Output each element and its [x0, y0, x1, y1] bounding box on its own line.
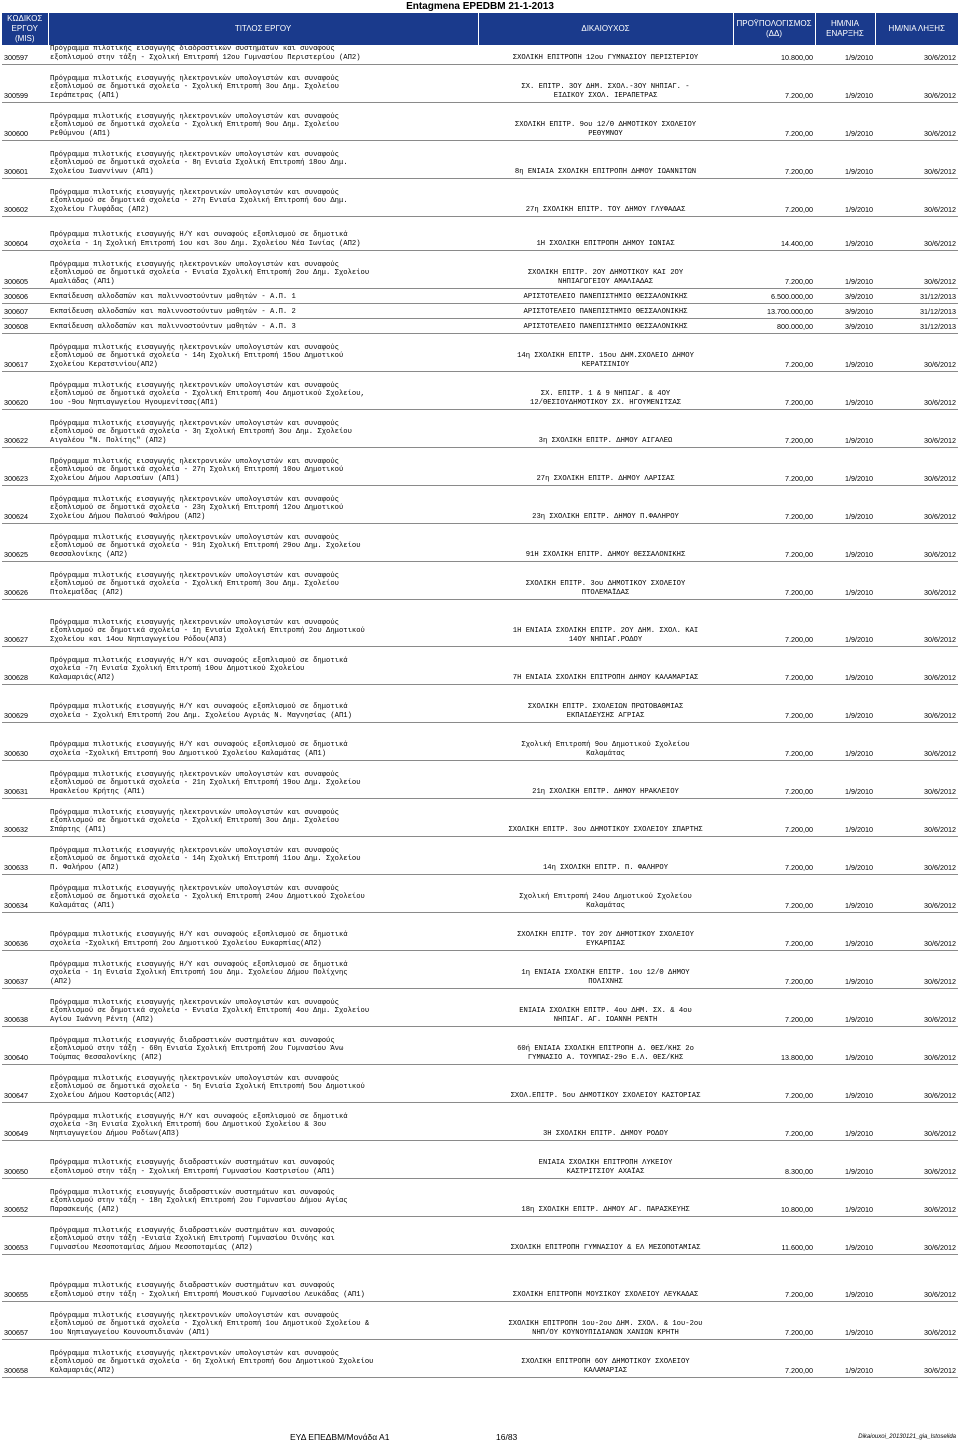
row-budget: 7.200,00 — [733, 1254, 815, 1301]
table-row — [2, 371, 958, 409]
table-row — [2, 303, 958, 318]
header-end-date: ΗΜ/ΝΙΑ ΛΗΞΗΣ — [875, 13, 958, 45]
table-row — [2, 523, 958, 561]
row-code: 300632 — [2, 798, 48, 836]
row-beneficiary: ΕΝΙΑΙΑ ΣΧΟΛΙΚΗ ΕΠΙΤΡ. 4ου ΔΗΜ. ΣΧ. & 4ου ΝΗΠΙΑΓ. ΑΓ. ΙΩΑΝΝΗ ΡΕΝΤΗ — [478, 988, 733, 1026]
row-code: 300597 — [2, 45, 48, 64]
table-row — [2, 447, 958, 485]
row-title: Πρόγραμμα πιλοτικής εισαγωγής Η/Υ και συναφούς εξοπλισμού σε δημοτικά σχολεία -Σχολική Επιτροπή 9ου Δημοτικού Σχολείου Καλαμάτας (ΑΠ1) — [48, 722, 478, 760]
row-code: 300652 — [2, 1178, 48, 1216]
row-title: Πρόγραμμα πιλοτικής εισαγωγής ηλεκτρονικών υπολογιστών και συναφούς εξοπλισμού σε δημοτικά σχολεία - Ενιαία Σχολική Επιτροπή 2ου Δημ. Σχολείου Αμαλιάδας (ΑΠ1) — [48, 250, 478, 288]
row-title: Πρόγραμμα πιλοτικής εισαγωγής ηλεκτρονικών υπολογιστών και συναφούς εξοπλισμού σε δημοτικά σχολεία - 8η Ενιαία Σχολική Επιτροπή 18ου Δημ. Σχολείου Ιωαννίνων (ΑΠ1) — [48, 140, 478, 178]
row-title: Εκπαίδευση αλλοδαπών και παλιννοστούντων μαθητών - Α.Π. 2 — [48, 303, 478, 318]
table-row — [2, 950, 958, 988]
row-title: Πρόγραμμα πιλοτικής εισαγωγής ηλεκτρονικών υπολογιστών και συναφούς εξοπλισμού σε δημοτικά σχολεία - 14η Σχολική Επιτροπή 11ου Δημ. Σχολείου Π. Φαλήρου (ΑΠ2) — [48, 836, 478, 874]
row-code: 300604 — [2, 216, 48, 250]
row-code: 300657 — [2, 1301, 48, 1339]
row-code: 300633 — [2, 836, 48, 874]
row-title: Πρόγραμμα πιλοτικής εισαγωγής ηλεκτρονικών υπολογιστών και συναφούς εξοπλισμού σε δημοτικά σχολεία - Σχολική Επιτροπή 9ου Δημ. Σχολείου Ρεθύμνου (ΑΠ1) — [48, 102, 478, 140]
table-row — [2, 64, 958, 102]
row-end-date: 30/6/2012 — [875, 1178, 958, 1216]
row-start-date: 1/9/2010 — [815, 1140, 875, 1178]
header-beneficiary: ΔΙΚΑΙΟΥΧΟΣ — [478, 13, 733, 45]
row-start-date: 1/9/2010 — [815, 523, 875, 561]
footer-filename: Dikaiouxoi_20130121_gia_Istoselida — [858, 1434, 956, 1440]
row-end-date: 30/6/2012 — [875, 333, 958, 371]
row-budget: 7.200,00 — [733, 140, 815, 178]
row-beneficiary: ΣΧΟΛΙΚΗ ΕΠΙΤΡ. 9ου 12/Θ ΔΗΜΟΤΙΚΟΥ ΣΧΟΛΕΙΟΥ ΡΕΘΥΜΝΟΥ — [478, 102, 733, 140]
table-row — [2, 178, 958, 216]
table-row — [2, 140, 958, 178]
row-code: 300640 — [2, 1026, 48, 1064]
row-beneficiary: 3Η ΣΧΟΛΙΚΗ ΕΠΙΤΡ. ΔΗΜΟΥ ΡΟΔΟΥ — [478, 1102, 733, 1140]
row-budget: 11.600,00 — [733, 1216, 815, 1254]
row-beneficiary: 91Η ΣΧΟΛΙΚΗ ΕΠΙΤΡ. ΔΗΜΟΥ ΘΕΣΣΑΛΟΝΙΚΗΣ — [478, 523, 733, 561]
row-end-date: 30/6/2012 — [875, 447, 958, 485]
row-budget: 7.200,00 — [733, 874, 815, 912]
row-end-date: 30/6/2012 — [875, 102, 958, 140]
row-code: 300637 — [2, 950, 48, 988]
row-title: Πρόγραμμα πιλοτικής εισαγωγής ηλεκτρονικών υπολογιστών και συναφούς εξοπλισμού σε δημοτικά σχολεία - Σχολική Επιτροπή 1ου Δημοτικού Σχολείου & 1ου Νηπιαγωγείου Κουνουπιδιανών (ΑΠ1) — [48, 1301, 478, 1339]
table-row — [2, 1140, 958, 1178]
row-title: Πρόγραμμα πιλοτικής εισαγωγής Η/Υ και συναφούς εξοπλισμού σε δημοτικά σχολεία -7η Ενιαία Σχολική Επιτροπή 10ου Δημοτικού Σχολείου Καλαμαριάς(ΑΠ2) — [48, 646, 478, 684]
row-start-date: 1/9/2010 — [815, 1301, 875, 1339]
row-start-date: 1/9/2010 — [815, 64, 875, 102]
row-budget: 7.200,00 — [733, 333, 815, 371]
row-budget: 13.700.000,00 — [733, 303, 815, 318]
row-start-date: 1/9/2010 — [815, 216, 875, 250]
row-end-date: 30/6/2012 — [875, 798, 958, 836]
table-row — [2, 485, 958, 523]
row-start-date: 1/9/2010 — [815, 250, 875, 288]
row-end-date: 30/6/2012 — [875, 950, 958, 988]
row-code: 300601 — [2, 140, 48, 178]
row-code: 300599 — [2, 64, 48, 102]
row-start-date: 1/9/2010 — [815, 102, 875, 140]
row-code: 300629 — [2, 684, 48, 722]
row-beneficiary: ΣΧ. ΕΠΙΤΡ. 1 & 9 ΝΗΠΙΑΓ. & 4ΟΥ 12/ΘΕΣΙΟΥΔΗΜΟΤΙΚΟΥ ΣΧ. ΗΓΟΥΜΕΝΙΤΣΑΣ — [478, 371, 733, 409]
row-start-date: 1/9/2010 — [815, 1102, 875, 1140]
row-end-date: 30/6/2012 — [875, 1301, 958, 1339]
row-title: Πρόγραμμα πιλοτικής εισαγωγής ηλεκτρονικών υπολογιστών και συναφούς εξοπλισμού σε δημοτικά σχολεία - Σχολική Επιτροπή 4ου Δημοτικού Σχολείου, 1ου -9ου Νηπιαγωγείου Ηγουμενίτσας(ΑΠ1) — [48, 371, 478, 409]
row-start-date: 1/9/2010 — [815, 1178, 875, 1216]
row-code: 300606 — [2, 288, 48, 303]
row-code: 300638 — [2, 988, 48, 1026]
row-title: Πρόγραμμα πιλοτικής εισαγωγής ηλεκτρονικών υπολογιστών και συναφούς εξοπλισμού σε δημοτικά σχολεία - 91η Σχολική Επιτροπή 29ου Δημ. Σχολείου Θεσσαλονίκης (ΑΠ2) — [48, 523, 478, 561]
row-code: 300634 — [2, 874, 48, 912]
table-row — [2, 288, 958, 303]
row-beneficiary: ΣΧΟΛΙΚΗ ΕΠΙΤΡΟΠΗ ΜΟΥΣΙΚΟΥ ΣΧΟΛΕΙΟΥ ΛΕΥΚΑΔΑΣ — [478, 1254, 733, 1301]
row-beneficiary: 14η ΣΧΟΛΙΚΗ ΕΠΙΤΡ. Π. ΦΑΛΗΡΟΥ — [478, 836, 733, 874]
row-end-date: 30/6/2012 — [875, 1339, 958, 1377]
row-code: 300608 — [2, 318, 48, 333]
row-code: 300631 — [2, 760, 48, 798]
row-end-date: 30/6/2012 — [875, 722, 958, 760]
row-budget: 7.200,00 — [733, 64, 815, 102]
row-budget: 10.800,00 — [733, 45, 815, 64]
row-end-date: 30/6/2012 — [875, 1254, 958, 1301]
row-start-date: 1/9/2010 — [815, 760, 875, 798]
table-row — [2, 988, 958, 1026]
row-start-date: 1/9/2010 — [815, 950, 875, 988]
row-start-date: 1/9/2010 — [815, 836, 875, 874]
table-row — [2, 409, 958, 447]
table-row — [2, 45, 958, 64]
row-code: 300650 — [2, 1140, 48, 1178]
table-row — [2, 102, 958, 140]
row-title: Πρόγραμμα πιλοτικής εισαγωγής ηλεκτρονικών υπολογιστών και συναφούς εξοπλισμού σε δημοτικά σχολεία - 27η Ενιαία Σχολική Επιτροπή 6ου Δημ. Σχολείου Γλυφάδας (ΑΠ2) — [48, 178, 478, 216]
row-beneficiary: ΣΧΟΛΙΚΗ ΕΠΙΤΡΟΠΗ 6ΟΥ ΔΗΜΟΤΙΚΟΥ ΣΧΟΛΕΙΟΥ ΚΑΛΑΜΑΡΙΑΣ — [478, 1339, 733, 1377]
row-code: 300600 — [2, 102, 48, 140]
row-beneficiary: ΣΧΟΛΙΚΗ ΕΠΙΤΡ. 2ΟΥ ΔΗΜΟΤΙΚΟΥ ΚΑΙ 2ΟΥ ΝΗΠΙΑΓΩΓΕΙΟΥ ΑΜΑΛΙΑΔΑΣ — [478, 250, 733, 288]
row-beneficiary: Σχολική Επιτροπή 9ου Δημοτικού Σχολείου Καλαμάτας — [478, 722, 733, 760]
row-title: Πρόγραμμα πιλοτικής εισαγωγής ηλεκτρονικών υπολογιστών και συναφούς εξοπλισμού σε δημοτικά σχολεία - Ενιαία Σχολική Επιτροπή 4ου Δημ. Σχολείου Αγίου Ιωάννη Ρέντη (ΑΠ2) — [48, 988, 478, 1026]
row-title: Πρόγραμμα πιλοτικής εισαγωγής Η/Υ και συναφούς εξοπλισμού σε δημοτικά σχολεία - 1η Ενιαία Σχολική Επιτροπή 1ου Δημ. Σχολείου Δήμου Πολίχνης (ΑΠ2) — [48, 950, 478, 988]
row-budget: 14.400,00 — [733, 216, 815, 250]
table-row — [2, 561, 958, 599]
table-row — [2, 912, 958, 950]
row-end-date: 31/12/2013 — [875, 288, 958, 303]
row-start-date: 1/9/2010 — [815, 371, 875, 409]
row-budget: 7.200,00 — [733, 371, 815, 409]
row-end-date: 30/6/2012 — [875, 1026, 958, 1064]
projects-table — [2, 13, 958, 1378]
table-row — [2, 760, 958, 798]
row-beneficiary: 1Η ΕΝΙΑΙΑ ΣΧΟΛΙΚΗ ΕΠΙΤΡ. 2ΟΥ ΔΗΜ. ΣΧΟΛ. ΚΑΙ 14ΟΥ ΝΗΠΙΑΓ.ΡΟΔΟΥ — [478, 599, 733, 646]
row-budget: 7.200,00 — [733, 1301, 815, 1339]
row-budget: 7.200,00 — [733, 912, 815, 950]
row-end-date: 30/6/2012 — [875, 250, 958, 288]
row-beneficiary: ΣΧΟΛ.ΕΠΙΤΡ. 5ου ΔΗΜΟΤΙΚΟΥ ΣΧΟΛΕΙΟΥ ΚΑΣΤΟΡΙΑΣ — [478, 1064, 733, 1102]
row-beneficiary: ΣΧΟΛΙΚΗ ΕΠΙΤΡ. 3ου ΔΗΜΟΤΙΚΟΥ ΣΧΟΛΕΙΟΥ ΠΤΟΛΕΜΑΪΔΑΣ — [478, 561, 733, 599]
row-end-date: 30/6/2012 — [875, 216, 958, 250]
row-title: Πρόγραμμα πιλοτικής εισαγωγής ηλεκτρονικών υπολογιστών και συναφούς εξοπλισμού σε δημοτικά σχολεία - 6η Σχολική Επιτροπή 6ου Δημοτικού Σχολείου Καλαμαριάς(ΑΠ2) — [48, 1339, 478, 1377]
row-title: Πρόγραμμα πιλοτικής εισαγωγής ηλεκτρονικών υπολογιστών και συναφούς εξοπλισμού σε δημοτικά σχολεία - 3η Σχολική Επιτροπή 3ου Δημ. Σχολείου Αιγαλέου "Ν. Πολίτης" (ΑΠ2) — [48, 409, 478, 447]
row-start-date: 1/9/2010 — [815, 684, 875, 722]
row-start-date: 1/9/2010 — [815, 874, 875, 912]
row-end-date: 30/6/2012 — [875, 371, 958, 409]
row-title: Πρόγραμμα πιλοτικής εισαγωγής διαδραστικών συστημάτων και συναφούς εξοπλισμού στην τάξη -Ενιαία Σχολική Επιτροπή Γυμνασίου Οινόης και Γυμνασίου Μεσοποταμίας Δήμου Μεσοποταμίας (ΑΠ2) — [48, 1216, 478, 1254]
row-title: Πρόγραμμα πιλοτικής εισαγωγής διαδραστικών συστημάτων και συναφούς εξοπλισμού στην τάξη - Σχολική Επιτροπή Γυμνασίου Καστρισίου (ΑΠ1) — [48, 1140, 478, 1178]
row-beneficiary: ΣΧΟΛΙΚΗ ΕΠΙΤΡΟΠΗ 1ου-2ου ΔΗΜ. ΣΧΟΛ. & 1ου-2ου ΝΗΠ/ΟΥ ΚΟΥΝΟΥΠΙΔΙΑΝΩΝ ΧΑΝΙΩΝ ΚΡΗΤΗ — [478, 1301, 733, 1339]
row-beneficiary: 7Η ΕΝΙΑΙΑ ΣΧΟΛΙΚΗ ΕΠΙΤΡΟΠΗ ΔΗΜΟΥ ΚΑΛΑΜΑΡΙΑΣ — [478, 646, 733, 684]
row-end-date: 31/12/2013 — [875, 303, 958, 318]
row-title: Πρόγραμμα πιλοτικής εισαγωγής διαδραστικών συστημάτων και συναφούς εξοπλισμού στην τάξη - Σχολική Επιτροπή Μουσικού Γυμνασίου Λευκάδας (ΑΠ1) — [48, 1254, 478, 1301]
row-budget: 7.200,00 — [733, 684, 815, 722]
row-beneficiary: 27η ΣΧΟΛΙΚΗ ΕΠΙΤΡ. ΤΟΥ ΔΗΜΟΥ ΓΛΥΦΑΔΑΣ — [478, 178, 733, 216]
row-start-date: 1/9/2010 — [815, 1064, 875, 1102]
row-code: 300655 — [2, 1254, 48, 1301]
table-row — [2, 1102, 958, 1140]
row-beneficiary: 23η ΣΧΟΛΙΚΗ ΕΠΙΤΡ. ΔΗΜΟΥ Π.ΦΑΛΗΡΟΥ — [478, 485, 733, 523]
row-start-date: 1/9/2010 — [815, 447, 875, 485]
table-row — [2, 599, 958, 646]
row-beneficiary: ΕΝΙΑΙΑ ΣΧΟΛΙΚΗ ΕΠΙΤΡΟΠΗ ΛΥΚΕΙΟΥ ΚΑΣΤΡΙΤΣΙΟΥ ΑΧΑΪΑΣ — [478, 1140, 733, 1178]
row-title: Πρόγραμμα πιλοτικής εισαγωγής Η/Υ και συναφούς εξοπλισμού σε δημοτικά σχολεία -Σχολική Επιτροπή 2ου Δημοτικού Σχολείου Ευκαρπίας(ΑΠ2) — [48, 912, 478, 950]
row-end-date: 30/6/2012 — [875, 140, 958, 178]
row-budget: 7.200,00 — [733, 836, 815, 874]
footer-unit: ΕΥΔ ΕΠΕΔΒΜ/Μονάδα Α1 — [290, 1432, 390, 1442]
row-start-date: 1/9/2010 — [815, 1254, 875, 1301]
page-number: 16/83 — [496, 1432, 518, 1442]
row-start-date: 1/9/2010 — [815, 599, 875, 646]
row-code: 300620 — [2, 371, 48, 409]
row-end-date: 30/6/2012 — [875, 599, 958, 646]
row-end-date: 30/6/2012 — [875, 836, 958, 874]
table-body — [2, 45, 958, 1377]
row-title: Πρόγραμμα πιλοτικής εισαγωγής ηλεκτρονικών υπολογιστών και συναφούς εξοπλισμού σε δημοτικά σχολεία - 21η Σχολική Επιτροπή 19ου Δημ. Σχολείου Ηρακλείου Κρήτης (ΑΠ1) — [48, 760, 478, 798]
row-title: Πρόγραμμα πιλοτικής εισαγωγής διαδραστικών συστημάτων και συναφούς εξοπλισμού στην τάξη - 60η Ενιαία Σχολική Επιτροπή 2ου Γυμνασίου Άνω Τούμπας Θεσσαλονίκης (ΑΠ2) — [48, 1026, 478, 1064]
row-beneficiary: ΣΧΟΛΙΚΗ ΕΠΙΤΡ. ΤΟΥ 2ΟΥ ΔΗΜΟΤΙΚΟΥ ΣΧΟΛΕΙΟΥ ΕΥΚΑΡΠΙΑΣ — [478, 912, 733, 950]
table-row — [2, 1216, 958, 1254]
table-row — [2, 1178, 958, 1216]
document-title: Entagmena EPEDBM 21-1-2013 — [406, 1, 554, 12]
row-start-date: 1/9/2010 — [815, 45, 875, 64]
row-code: 300628 — [2, 646, 48, 684]
table-row — [2, 1339, 958, 1377]
row-budget: 7.200,00 — [733, 178, 815, 216]
table-row — [2, 874, 958, 912]
row-start-date: 3/9/2010 — [815, 318, 875, 333]
row-end-date: 30/6/2012 — [875, 1216, 958, 1254]
row-start-date: 1/9/2010 — [815, 178, 875, 216]
row-end-date: 30/6/2012 — [875, 874, 958, 912]
row-end-date: 31/12/2013 — [875, 318, 958, 333]
table-row — [2, 216, 958, 250]
row-end-date: 30/6/2012 — [875, 64, 958, 102]
header-title: ΤΙΤΛΟΣ ΕΡΓΟΥ — [48, 13, 478, 45]
table-row — [2, 1064, 958, 1102]
row-beneficiary: 1Η ΣΧΟΛΙΚΗ ΕΠΙΤΡΟΠΗ ΔΗΜΟΥ ΙΩΝΙΑΣ — [478, 216, 733, 250]
row-title: Πρόγραμμα πιλοτικής εισαγωγής ηλεκτρονικών υπολογιστών και συναφούς εξοπλισμού σε δημοτικά σχολεία - 1η Ενιαία Σχολική Επιτροπή 2ου Δημοτικού Σχολείου και 14ου Νηπιαγωγείου Ρόδου(ΑΠ3) — [48, 599, 478, 646]
row-end-date: 30/6/2012 — [875, 1064, 958, 1102]
row-end-date: 30/6/2012 — [875, 485, 958, 523]
header-start-date: ΗΜ/ΝΙΑ ΕΝΑΡΞΗΣ — [815, 13, 875, 45]
table-row — [2, 318, 958, 333]
row-code: 300647 — [2, 1064, 48, 1102]
row-end-date: 30/6/2012 — [875, 178, 958, 216]
row-code: 300636 — [2, 912, 48, 950]
page-footer — [0, 1430, 960, 1446]
row-end-date: 30/6/2012 — [875, 912, 958, 950]
row-beneficiary: ΑΡΙΣΤΟΤΕΛΕΙΟ ΠΑΝΕΠΙΣΤΗΜΙΟ ΘΕΣΣΑΛΟΝΙΚΗΣ — [478, 303, 733, 318]
row-end-date: 30/6/2012 — [875, 760, 958, 798]
table-row — [2, 333, 958, 371]
row-start-date: 1/9/2010 — [815, 646, 875, 684]
row-code: 300630 — [2, 722, 48, 760]
row-start-date: 1/9/2010 — [815, 561, 875, 599]
row-start-date: 1/9/2010 — [815, 798, 875, 836]
row-budget: 6.500.000,00 — [733, 288, 815, 303]
row-budget: 7.200,00 — [733, 523, 815, 561]
row-budget: 8.300,00 — [733, 1140, 815, 1178]
row-beneficiary: ΣΧ. ΕΠΙΤΡ. 3ΟΥ ΔΗΜ. ΣΧΟΛ.-3ΟΥ ΝΗΠΙΑΓ. - ΕΙΔΙΚΟΥ ΣΧΟΛ. ΙΕΡΑΠΕΤΡΑΣ — [478, 64, 733, 102]
row-code: 300607 — [2, 303, 48, 318]
row-title: Πρόγραμμα πιλοτικής εισαγωγής διαδραστικών συστημάτων και συναφούς εξοπλισμού στην τάξη - 18η Σχολική Επιτροπή 2ου Γυμνασίου Δήμου Αγίας Παρασκευής (ΑΠ2) — [48, 1178, 478, 1216]
row-title: Πρόγραμμα πιλοτικής εισαγωγής διαδραστικών συστημάτων και συναφούς εξοπλισμού στην τάξη - Σχολική Επιτροπή 12ου Γυμνασίου Περιστερίου (ΑΠ2) — [48, 45, 478, 64]
row-start-date: 1/9/2010 — [815, 409, 875, 447]
row-code: 300602 — [2, 178, 48, 216]
row-end-date: 30/6/2012 — [875, 523, 958, 561]
row-budget: 7.200,00 — [733, 1339, 815, 1377]
row-budget: 7.200,00 — [733, 485, 815, 523]
row-beneficiary: 60ή ΕΝΙΑΙΑ ΣΧΟΛΙΚΗ ΕΠΙΤΡΟΠΗ Δ. ΘΕΣ/ΚΗΣ 2ο ΓΥΜΝΑΣΙΟ Α. ΤΟΥΜΠΑΣ-29ο Ε.Λ. ΘΕΣ/ΚΗΣ — [478, 1026, 733, 1064]
row-beneficiary: 3η ΣΧΟΛΙΚΗ ΕΠΙΤΡ. ΔΗΜΟΥ ΑΙΓΑΛΕΩ — [478, 409, 733, 447]
row-budget: 7.200,00 — [733, 950, 815, 988]
row-beneficiary: ΣΧΟΛΙΚΗ ΕΠΙΤΡ. 3ου ΔΗΜΟΤΙΚΟΥ ΣΧΟΛΕΙΟΥ ΣΠΑΡΤΗΣ — [478, 798, 733, 836]
row-budget: 7.200,00 — [733, 1064, 815, 1102]
row-start-date: 1/9/2010 — [815, 1339, 875, 1377]
table-row — [2, 684, 958, 722]
row-budget: 7.200,00 — [733, 561, 815, 599]
table-row — [2, 1026, 958, 1064]
row-title: Πρόγραμμα πιλοτικής εισαγωγής ηλεκτρονικών υπολογιστών και συναφούς εξοπλισμού σε δημοτικά σχολεία - 23η Σχολική Επιτροπή 12ου Δημοτικού Σχολείου Δήμου Παλαιού Φαλήρου (ΑΠ2) — [48, 485, 478, 523]
row-code: 300623 — [2, 447, 48, 485]
row-beneficiary: ΑΡΙΣΤΟΤΕΛΕΙΟ ΠΑΝΕΠΙΣΤΗΜΙΟ ΘΕΣΣΑΛΟΝΙΚΗΣ — [478, 318, 733, 333]
row-title: Πρόγραμμα πιλοτικής εισαγωγής ηλεκτρονικών υπολογιστών και συναφούς εξοπλισμού σε δημοτικά σχολεία - Σχολική Επιτροπή 3ου Δημ. Σχολείου Πτολεμαΐδας (ΑΠ2) — [48, 561, 478, 599]
row-title: Εκπαίδευση αλλοδαπών και παλιννοστούντων μαθητών - Α.Π. 3 — [48, 318, 478, 333]
row-title: Πρόγραμμα πιλοτικής εισαγωγής ηλεκτρονικών υπολογιστών και συναφούς εξοπλισμού σε δημοτικά σχολεία - Σχολική Επιτροπή 24ου Δημοτικού Σχολείου Καλαμάτας (ΑΠ1) — [48, 874, 478, 912]
row-start-date: 3/9/2010 — [815, 288, 875, 303]
row-title: Εκπαίδευση αλλοδαπών και παλιννοστούντων μαθητών - Α.Π. 1 — [48, 288, 478, 303]
row-budget: 7.200,00 — [733, 760, 815, 798]
row-start-date: 1/9/2010 — [815, 333, 875, 371]
row-budget: 7.200,00 — [733, 722, 815, 760]
table-row — [2, 798, 958, 836]
row-beneficiary: ΑΡΙΣΤΟΤΕΛΕΙΟ ΠΑΝΕΠΙΣΤΗΜΙΟ ΘΕΣΣΑΛΟΝΙΚΗΣ — [478, 288, 733, 303]
row-start-date: 1/9/2010 — [815, 912, 875, 950]
row-budget: 10.800,00 — [733, 1178, 815, 1216]
row-beneficiary: 8η ΕΝΙΑΙΑ ΣΧΟΛΙΚΗ ΕΠΙΤΡΟΠΗ ΔΗΜΟΥ ΙΩΑΝΝΙΤΩΝ — [478, 140, 733, 178]
row-code: 300649 — [2, 1102, 48, 1140]
row-title: Πρόγραμμα πιλοτικής εισαγωγής ηλεκτρονικών υπολογιστών και συναφούς εξοπλισμού σε δημοτικά σχολεία - 5η Ενιαία Σχολική Επιτροπή 5ου Δημοτικού Σχολείου Δήμου Καστοριάς(ΑΠ2) — [48, 1064, 478, 1102]
header-code: ΚΩΔΙΚΟΣ ΕΡΓΟΥ (MIS) — [2, 13, 48, 45]
row-code: 300658 — [2, 1339, 48, 1377]
row-code: 300653 — [2, 1216, 48, 1254]
row-start-date: 1/9/2010 — [815, 988, 875, 1026]
row-end-date: 30/6/2012 — [875, 1140, 958, 1178]
table-row — [2, 1254, 958, 1301]
row-code: 300622 — [2, 409, 48, 447]
row-code: 300627 — [2, 599, 48, 646]
row-title: Πρόγραμμα πιλοτικής εισαγωγής ηλεκτρονικών υπολογιστών και συναφούς εξοπλισμού σε δημοτικά σχολεία - Σχολική Επιτροπή 3ου Δημ. Σχολείου Σπάρτης (ΑΠ1) — [48, 798, 478, 836]
row-beneficiary: Σχολική Επιτροπή 24ου Δημοτικού Σχολείου Καλαμάτας — [478, 874, 733, 912]
row-end-date: 30/6/2012 — [875, 409, 958, 447]
row-beneficiary: 1η ΕΝΙΑΙΑ ΣΧΟΛΙΚΗ ΕΠΙΤΡ. 1ου 12/Θ ΔΗΜΟΥ ΠΟΛΙΧΝΗΣ — [478, 950, 733, 988]
row-code: 300617 — [2, 333, 48, 371]
row-beneficiary: ΣΧΟΛΙΚΗ ΕΠΙΤΡΟΠΗ 12ου ΓΥΜΝΑΣΙΟΥ ΠΕΡΙΣΤΕΡΙΟΥ — [478, 45, 733, 64]
row-start-date: 1/9/2010 — [815, 722, 875, 760]
row-start-date: 1/9/2010 — [815, 140, 875, 178]
row-start-date: 1/9/2010 — [815, 1026, 875, 1064]
row-start-date: 1/9/2010 — [815, 1216, 875, 1254]
row-title: Πρόγραμμα πιλοτικής εισαγωγής ηλεκτρονικών υπολογιστών και συναφούς εξοπλισμού σε δημοτικά σχολεία - 27η Σχολική Επιτροπή 10ου Δημοτικού Σχολείου Δήμου Λαρισαίων (ΑΠ1) — [48, 447, 478, 485]
row-budget: 7.200,00 — [733, 798, 815, 836]
row-beneficiary: ΣΧΟΛΙΚΗ ΕΠΙΤΡΟΠΗ ΓΥΜΝΑΣΙΟΥ & ΕΛ ΜΕΣΟΠΟΤΑΜΙΑΣ — [478, 1216, 733, 1254]
table-header-row — [2, 13, 958, 45]
row-beneficiary: ΣΧΟΛΙΚΗ ΕΠΙΤΡ. ΣΧΟΛΕΙΩΝ ΠΡΩΤΟΒΑΘΜΙΑΣ ΕΚΠΑΙΔΕΥΣΗΣ ΑΓΡΙΑΣ — [478, 684, 733, 722]
row-end-date: 30/6/2012 — [875, 561, 958, 599]
row-budget: 7.200,00 — [733, 646, 815, 684]
row-budget: 7.200,00 — [733, 102, 815, 140]
row-start-date: 1/9/2010 — [815, 485, 875, 523]
row-code: 300626 — [2, 561, 48, 599]
row-title: Πρόγραμμα πιλοτικής εισαγωγής Η/Υ και συναφούς εξοπλισμού σε δημοτικά σχολεία -3η Ενιαία Σχολική Επιτροπή 6ου Δημοτικού Σχολείου & 3ου Νηπιαγωγείου Δήμου Ροδίων(ΑΠ3) — [48, 1102, 478, 1140]
row-end-date: 30/6/2012 — [875, 988, 958, 1026]
row-beneficiary: 27η ΣΧΟΛΙΚΗ ΕΠΙΤΡ. ΔΗΜΟΥ ΛΑΡΙΣΑΣ — [478, 447, 733, 485]
row-start-date: 3/9/2010 — [815, 303, 875, 318]
table-row — [2, 250, 958, 288]
row-code: 300624 — [2, 485, 48, 523]
row-end-date: 30/6/2012 — [875, 45, 958, 64]
row-budget: 7.200,00 — [733, 599, 815, 646]
table-row — [2, 836, 958, 874]
row-title: Πρόγραμμα πιλοτικής εισαγωγής Η/Υ και συναφούς εξοπλισμού σε δημοτικά σχολεία - Σχολική Επιτροπή 2ου Δημ. Σχολείου Αγριάς Ν. Μαγνησίας (ΑΠ1) — [48, 684, 478, 722]
row-beneficiary: 21η ΣΧΟΛΙΚΗ ΕΠΙΤΡ. ΔΗΜΟΥ ΗΡΑΚΛΕΙΟΥ — [478, 760, 733, 798]
row-budget: 13.800,00 — [733, 1026, 815, 1064]
row-budget: 800.000,00 — [733, 318, 815, 333]
table-row — [2, 1301, 958, 1339]
header-budget: ΠΡΟΫΠΟΛΟΓΙΣΜΟΣ (ΔΔ) — [733, 13, 815, 45]
row-title: Πρόγραμμα πιλοτικής εισαγωγής Η/Υ και συναφούς εξοπλισμού σε δημοτικά σχολεία - 1η Σχολική Επιτροπή 1ου και 3ου Δημ. Σχολείου Νέα Ιωνίας (ΑΠ2) — [48, 216, 478, 250]
row-title: Πρόγραμμα πιλοτικής εισαγωγής ηλεκτρονικών υπολογιστών και συναφούς εξοπλισμού σε δημοτικά σχολεία - Σχολική Επιτροπή 3ου Δημ. Σχολείου Ιεράπετρας (ΑΠ1) — [48, 64, 478, 102]
row-code: 300625 — [2, 523, 48, 561]
row-budget: 7.200,00 — [733, 409, 815, 447]
row-code: 300605 — [2, 250, 48, 288]
row-budget: 7.200,00 — [733, 1102, 815, 1140]
row-end-date: 30/6/2012 — [875, 1102, 958, 1140]
table-row — [2, 646, 958, 684]
row-end-date: 30/6/2012 — [875, 684, 958, 722]
row-budget: 7.200,00 — [733, 988, 815, 1026]
row-budget: 7.200,00 — [733, 447, 815, 485]
row-beneficiary: 14η ΣΧΟΛΙΚΗ ΕΠΙΤΡ. 15ου ΔΗΜ.ΣΧΟΛΕΙΟ ΔΗΜΟΥ ΚΕΡΑΤΣΙΝΙΟΥ — [478, 333, 733, 371]
row-end-date: 30/6/2012 — [875, 646, 958, 684]
row-title: Πρόγραμμα πιλοτικής εισαγωγής ηλεκτρονικών υπολογιστών και συναφούς εξοπλισμού σε δημοτικά σχολεία - 14η Σχολική Επιτροπή 15ου Δημοτικού Σχολείου Κερατσινίου(ΑΠ2) — [48, 333, 478, 371]
row-budget: 7.200,00 — [733, 250, 815, 288]
row-beneficiary: 18η ΣΧΟΛΙΚΗ ΕΠΙΤΡ. ΔΗΜΟΥ ΑΓ. ΠΑΡΑΣΚΕΥΗΣ — [478, 1178, 733, 1216]
table-row — [2, 722, 958, 760]
